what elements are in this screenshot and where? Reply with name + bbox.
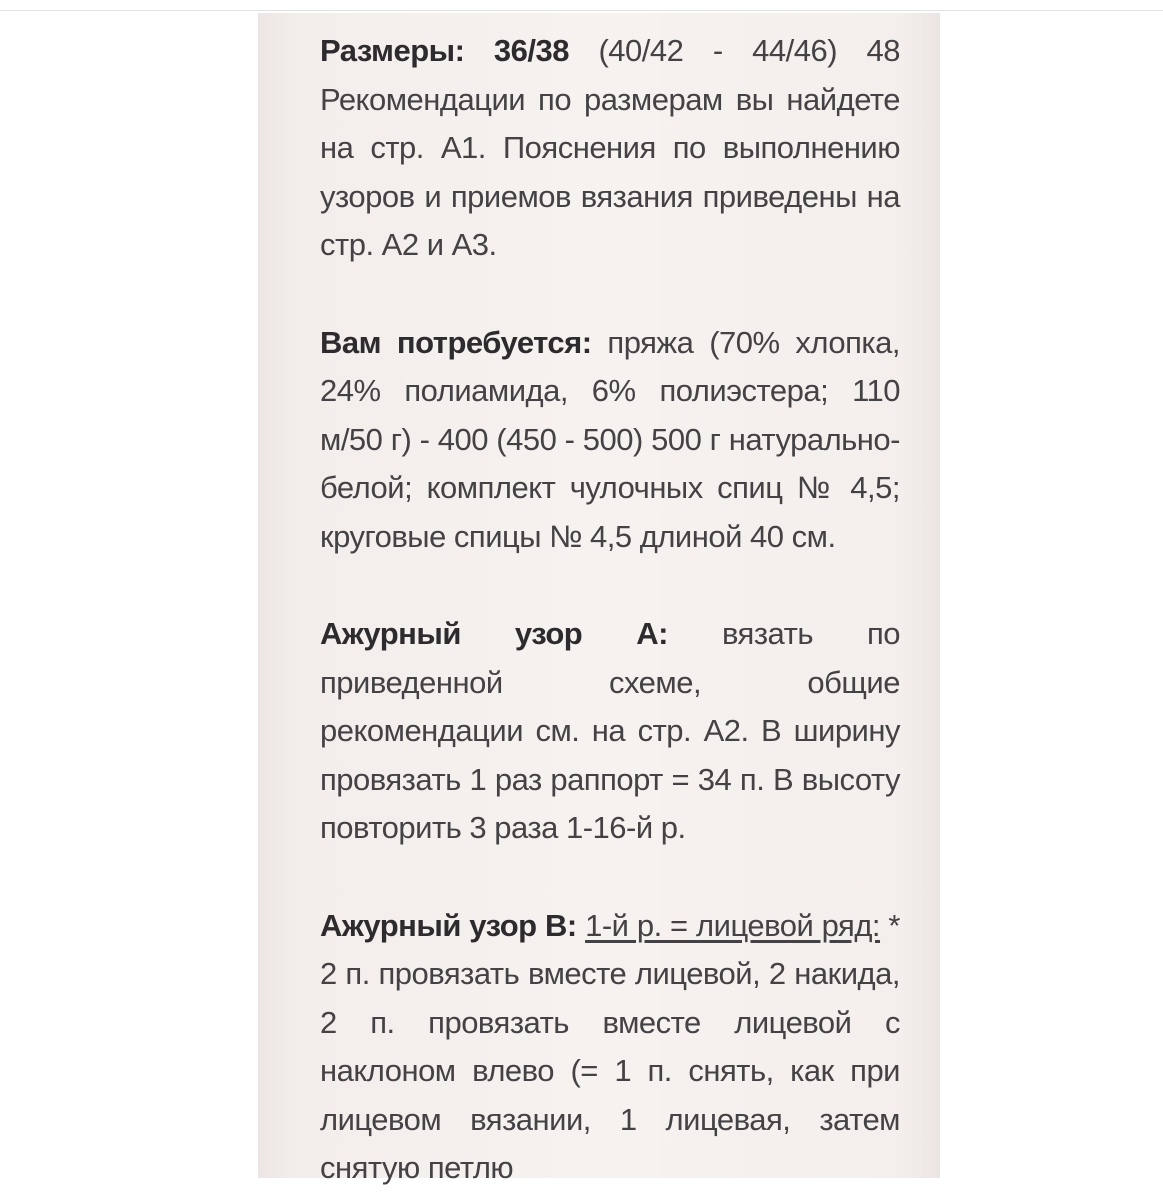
materials-label: Вам потребуется: [320,324,592,360]
sizes-text: Рекомендации по размерам вы найдете на стр. А1. Пояснения по выполнению узоров и приемов вязания приведены на стр. А2 и А3. [320,81,900,262]
sizes-bold-value: 36/38 [493,33,569,68]
pattern-a-text: вязать по приведенной схеме, общие рекомендации см. на стр. А2. В ширину провязать 1 раз раппорт = 34 п. В высоту повторить 3 раза 1-16-й р. [320,616,900,845]
scanned-page [258,13,940,1185]
pattern-b-row-label: 1-й р. = лицевой ряд: [585,907,881,943]
sizes-values: (40/42 - 44/46) 48 [598,33,900,68]
top-divider [0,10,1163,11]
pattern-a-label: Ажурный узор А: [320,616,668,651]
materials-text: пряжа (70% хлопка, 24% полиамида, 6% полиэстера; 110 м/50 г) - 400 (450 - 500) 500 г натурально-белой; комплект чулочных спиц № 4,5; круговые спицы № 4,5 длиной 40 см. [320,324,900,554]
pattern-a-paragraph [320,610,900,853]
materials-paragraph [320,319,900,562]
sizes-label: Размеры: [320,33,465,68]
text-column [320,27,900,1193]
pattern-b-paragraph [320,902,900,1193]
sizes-paragraph [320,27,900,270]
pattern-b-text: * 2 п. провязать вместе лицевой, 2 накида, 2 п. провязать вместе лицевой с наклоном влево (= 1 п. снять, как при лицевом вязании, 1 лицевая, затем снятую петлю [320,907,900,1185]
pattern-b-label: Ажурный узор В: [320,907,577,943]
